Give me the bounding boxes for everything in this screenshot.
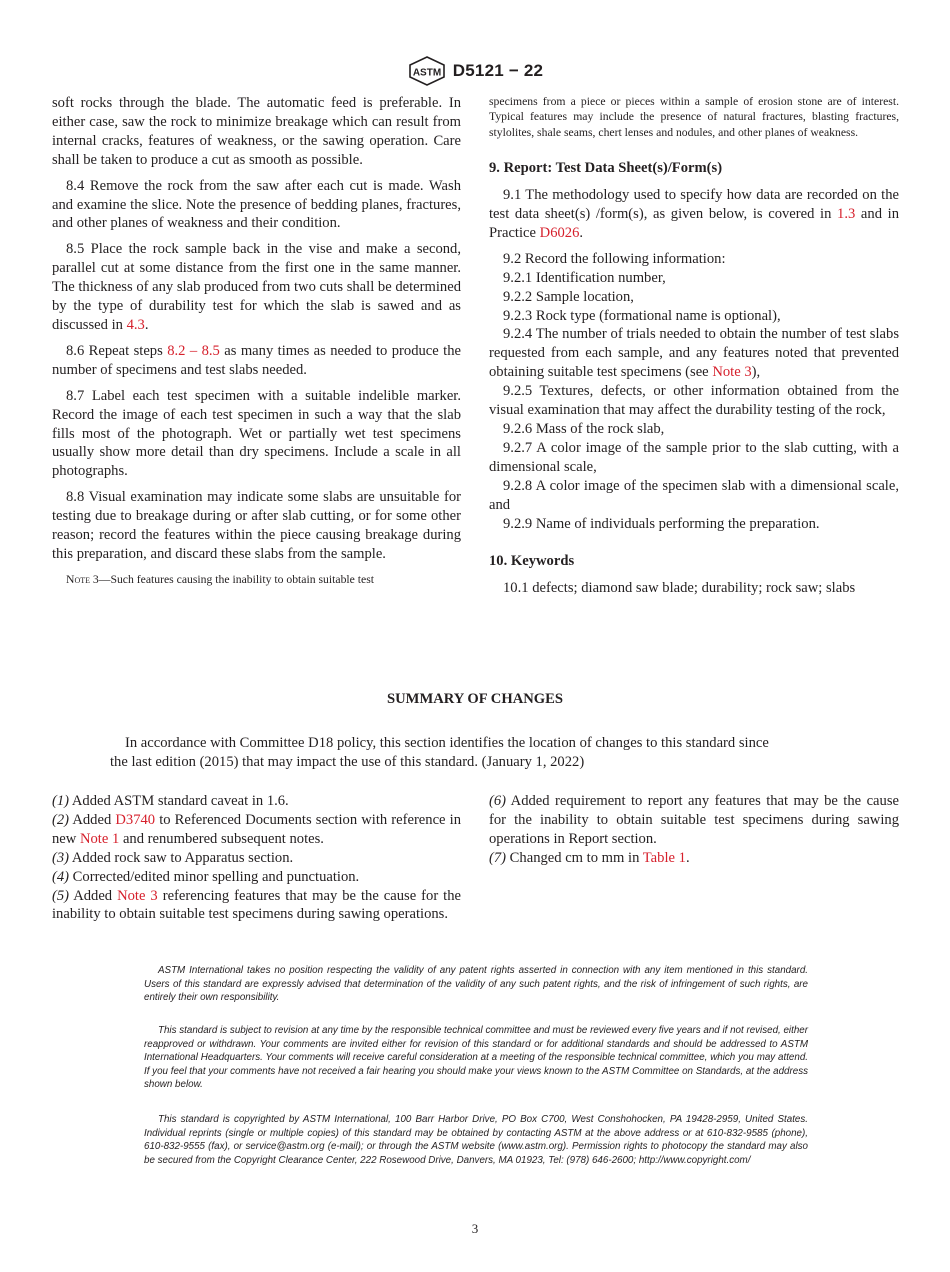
change-item-5: (5) Added Note 3 referencing features that may be the cause for the inability to obtain suitable test specimens during sawing operations. xyxy=(52,887,461,923)
section-9-title: 9. Report: Test Data Sheet(s)/Form(s) xyxy=(489,160,723,177)
summary-intro: In accordance with Committee D18 policy, this section identifies the location of changes to this standard since the last edition (2015) that may impact the use of this standard. (January 1, 2022) xyxy=(110,735,769,770)
note-3-continued: specimens from a piece or pieces within a sample of erosion stone are of interest. Typical features may include the presence of natural fractures, blasting fractures, stylolites, shale seams, chert lenses and nodules, and other planes of weakness. xyxy=(489,95,899,139)
change-item-4: (4) Corrected/edited minor spelling and punctuation. xyxy=(52,868,360,885)
change-item-7: (7) Changed cm to mm in Table 1. xyxy=(489,849,690,866)
copyright-notice: This standard is copyrighted by ASTM International, 100 Barr Harbor Drive, PO Box C700, West Conshohocken, PA 19428-2959, United States. Individual reprints (single or multiple copies) of this standard may be obtained by contacting ASTM at the above address or at 610-832-9585 (phone), 610-832-9555 (fax), or service@astm.org (e-mail); or through the ASTM website (www.astm.org). Permission rights to photocopy the standard may also be secured from the Copyright Clearance Center, 222 Rosewood Drive, Danvers, MA 01923, Tel: (978) 646-2600; http://www.copyright.com/ xyxy=(144,1114,808,1166)
link-practice-d6026[interactable]: D6026 xyxy=(539,224,580,241)
page-number: 3 xyxy=(471,1221,479,1236)
astm-logo-icon xyxy=(407,56,447,86)
paragraph-8-5: 8.5 Place the rock sample back in the vise and make a second, parallel cut at some distance from the first one in the same manner. The thickness of any slab produced from two cuts shall be determined by the type of durability test for which the slab is sawed and as discussed in 4.3. xyxy=(52,241,461,333)
link-note-3[interactable]: Note 3 xyxy=(712,364,752,381)
changes-left-column xyxy=(52,792,461,924)
paragraph-8-4: 8.4 Remove the rock from the saw after each cut is made. Wash and examine the slice. Note the presence of bedding planes, fractures, and other planes of weakness and their condition. xyxy=(52,177,461,232)
document-designation: D5121 − 22 xyxy=(452,61,544,80)
paragraph-9-2-7: 9.2.7 A color image of the sample prior to the slab cutting, with a dimensional scale, xyxy=(489,439,899,475)
paragraph-9-2-6: 9.2.6 Mass of the rock slab, xyxy=(503,421,665,437)
page-header xyxy=(0,56,950,91)
link-table-1[interactable]: Table 1 xyxy=(642,849,686,866)
paragraph-9-2-5: 9.2.5 Textures, defects, or other information obtained from the visual examination that may affect the durability testing of the rock, xyxy=(489,383,899,419)
paragraph-9-2: 9.2 Record the following information: xyxy=(503,250,726,267)
paragraph-9-2-2: 9.2.2 Sample location, xyxy=(503,288,634,305)
patent-disclaimer: ASTM International takes no position respecting the validity of any patent rights asserted in connection with any item mentioned in this standard. Users of this standard are expressly advised that determination of the validity of any such patent rights, and the risk of infringement of such rights, are entirely their own responsibility. xyxy=(144,965,808,1004)
paragraph-10-1: 10.1 defects; diamond saw blade; durability; rock saw; slabs xyxy=(503,580,856,597)
right-column xyxy=(489,94,899,598)
link-section-4-3[interactable]: 4.3 xyxy=(126,316,145,333)
paragraph-9-2-8: 9.2.8 A color image of the specimen slab with a dimensional scale, and xyxy=(489,477,899,513)
link-steps-8-2-8-5[interactable]: 8.2 – 8.5 xyxy=(167,342,220,359)
summary-of-changes-title: SUMMARY OF CHANGES xyxy=(387,691,563,707)
paragraph-9-2-3: 9.2.3 Rock type (formational name is optional), xyxy=(503,307,781,324)
paragraph-8-8: 8.8 Visual examination may indicate some slabs are unsuitable for testing due to breakage during or after slab cutting, or for some other reason; record the features within the piece causing breakage during this preparation, and discard these slabs from the sample. xyxy=(52,489,461,562)
paragraph-9-2-4: 9.2.4 The number of trials needed to obtain the number of test slabs requested from each sample, and any features noted that prevented obtaining suitable test specimens (see Note 3), xyxy=(489,326,899,381)
svg-text:ASTM: ASTM xyxy=(412,67,441,79)
left-column xyxy=(52,94,461,587)
paragraph-8-7: 8.7 Label each test specimen with a suitable indelible marker. Record the image of each test specimen in such a way that the slab fills most of the photograph. Wet or partially wet test specimens usually show more detail than dry specimens. Include a scale in all photographs. xyxy=(52,387,461,480)
change-item-3: (3) Added rock saw to Apparatus section. xyxy=(52,849,294,866)
paragraph-9-1: 9.1 The methodology used to specify how data are recorded on the test data sheet(s) /form(s), as given below, is covered in 1.3 and in Practice D6026. xyxy=(489,187,899,241)
link-section-1-3[interactable]: 1.3 xyxy=(837,206,856,223)
link-note-1[interactable]: Note 1 xyxy=(79,830,120,847)
section-10-title: 10. Keywords xyxy=(489,553,575,570)
change-item-6: (6) Added requirement to report any features that may be the cause for the inability to obtain suitable test specimens during sawing operations in Report section. xyxy=(489,793,899,847)
paragraph-8-3-continued: soft rocks through the blade. The automatic feed is preferable. In either case, saw the rock to minimize breakage which can result from internal cracks, features of weakness, or the sawing operation. Care shall be taken to produce a cut as smooth as possible. xyxy=(52,95,461,168)
paragraph-8-6: 8.6 Repeat steps 8.2 – 8.5 as many times as needed to produce the number of specimens and test slabs needed. xyxy=(52,342,462,378)
change-item-2: (2) Added D3740 to Referenced Documents section with reference in new Note 1 and renumbered subsequent notes. xyxy=(52,811,461,847)
link-d3740[interactable]: D3740 xyxy=(115,811,156,828)
paragraph-9-2-1: 9.2.1 Identification number, xyxy=(503,269,666,286)
note-3-start: Note 3—Such features causing the inability to obtain suitable test xyxy=(66,572,375,586)
change-item-1: (1) Added ASTM standard caveat in 1.6. xyxy=(52,793,289,809)
paragraph-9-2-9: 9.2.9 Name of individuals performing the preparation. xyxy=(503,515,820,532)
link-note-3-summary[interactable]: Note 3 xyxy=(117,887,158,904)
changes-right-column xyxy=(489,792,899,868)
revision-notice: This standard is subject to revision at any time by the responsible technical committee and must be reviewed every five years and if not revised, either reapproved or withdrawn. Your comments are invited either for revision of this standard or for additional standards and should be addressed to ASTM International Headquarters. Your comments will receive careful consideration at a meeting of the responsible technical committee, which you may attend. If you feel that your comments have not received a fair hearing you should make your views known to the ASTM Committee on Standards, at the address shown below. xyxy=(144,1025,808,1091)
